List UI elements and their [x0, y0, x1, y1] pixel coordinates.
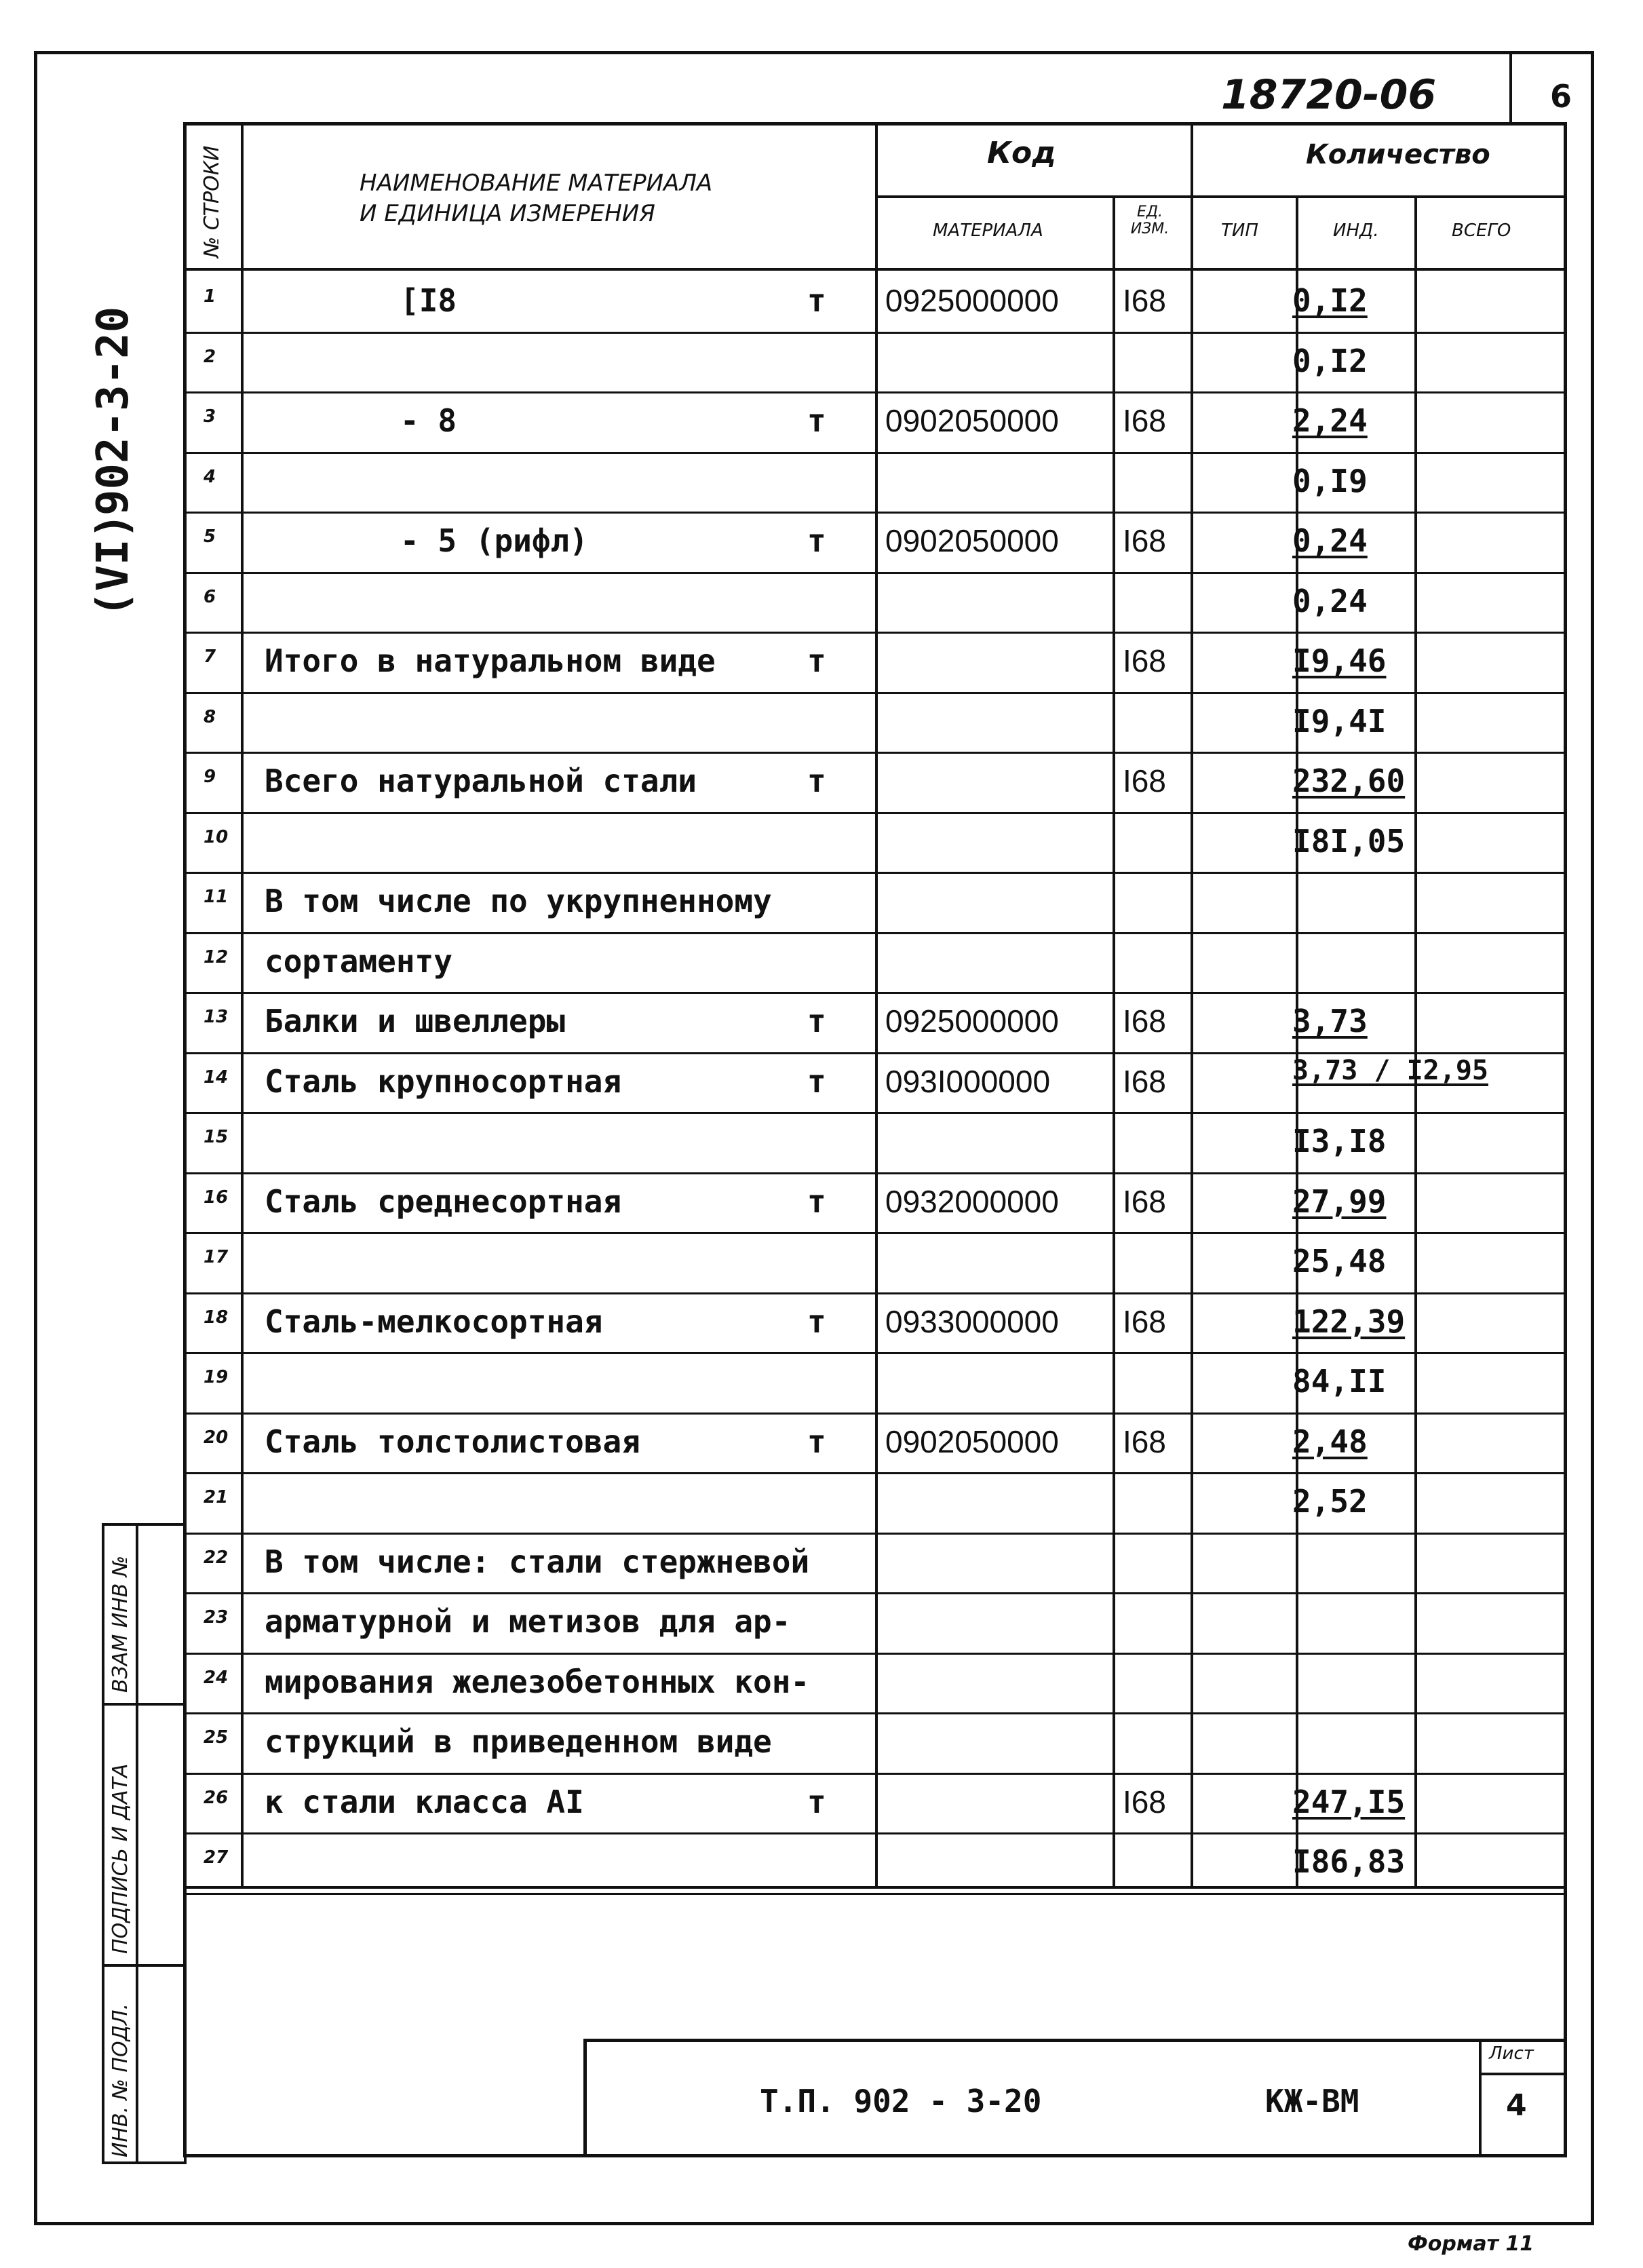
header-name-line2: И ЕДИНИЦА ИЗМЕРЕНИЯ: [360, 200, 655, 227]
row-divider: [183, 1592, 1567, 1594]
row-divider: [183, 1773, 1567, 1775]
header-qty-ind: ИНД.: [1333, 220, 1379, 241]
row-qty-ind: 232,60: [1292, 763, 1406, 799]
row-unit: т: [807, 282, 826, 319]
title-sheet-label: Лист: [1489, 2043, 1534, 2064]
row-number: 4: [204, 466, 216, 487]
header-name-line1: НАИМЕНОВАНИЕ МАТЕРИАЛА: [360, 170, 713, 197]
row-number: 12: [204, 946, 229, 967]
row-unit: т: [807, 402, 826, 439]
row-name: струкций в приведенном виде: [265, 1723, 772, 1760]
row-number: 5: [204, 526, 216, 547]
header-code-group: Код: [987, 136, 1056, 170]
row-divider: [183, 452, 1567, 454]
row-divider: [183, 812, 1567, 814]
row-qty-ind: 25,48: [1292, 1243, 1387, 1280]
row-unit: т: [807, 522, 826, 559]
top-sheet-number: 6: [1550, 78, 1572, 115]
row-name: Балки и швеллеры: [265, 1003, 566, 1039]
row-divider: [183, 1893, 1567, 1895]
header-qty-group: Количество: [1306, 139, 1490, 170]
row-unit-code: I68: [1123, 1303, 1166, 1339]
row-code: 093I000000: [885, 1063, 1051, 1099]
row-number: 10: [204, 826, 229, 847]
row-divider: [183, 1832, 1567, 1834]
row-number: 26: [204, 1787, 229, 1808]
project-code: 902-3-20: [88, 306, 138, 516]
row-unit: т: [807, 1783, 826, 1820]
row-unit-code: I68: [1123, 643, 1166, 678]
title-designation: Т.П. 902 - 3-20: [760, 2083, 1042, 2119]
row-qty-ind: I9,4I: [1292, 702, 1387, 739]
row-name: - 5 (рифл): [400, 522, 588, 559]
stamp-line-2: [102, 1964, 187, 1967]
row-name: Сталь толстолистовая: [265, 1423, 640, 1460]
row-unit-code: I68: [1123, 283, 1166, 318]
row-divider: [183, 1232, 1567, 1234]
top-corner-divider: [1509, 51, 1512, 126]
row-qty-ind: 0,I2: [1292, 282, 1368, 319]
row-unit-code: I68: [1123, 763, 1166, 799]
doc-code: 18720-06: [1221, 71, 1437, 119]
row-number: 25: [204, 1727, 229, 1748]
col-ind: [1296, 195, 1298, 1886]
stamp-line-1: [102, 1703, 187, 1706]
row-unit: т: [807, 1183, 826, 1220]
col-ed: [1113, 195, 1115, 1886]
row-number: 1: [204, 286, 216, 307]
row-qty-ind: 84,II: [1292, 1363, 1387, 1400]
header-row-no: № СТРОКИ: [200, 145, 224, 258]
stamp-label-2: ПОДПИСЬ И ДАТА: [109, 1763, 132, 1954]
row-name: Сталь среднесортная: [265, 1183, 622, 1220]
row-name: арматурной и метизов для ар-: [265, 1603, 791, 1640]
row-divider: [183, 1112, 1567, 1114]
row-name: Сталь-мелкосортная: [265, 1303, 603, 1340]
row-divider: [183, 512, 1567, 514]
col-total: [1414, 195, 1417, 1886]
row-divider: [183, 391, 1567, 393]
row-divider: [183, 632, 1567, 634]
row-unit: т: [807, 1003, 826, 1039]
row-divider: [183, 1533, 1567, 1535]
row-qty-ind: 0,I9: [1292, 462, 1368, 499]
row-unit-code: I68: [1123, 1183, 1166, 1219]
row-code: 0902050000: [885, 523, 1059, 558]
row-number: 23: [204, 1607, 229, 1628]
row-divider: [183, 1172, 1567, 1174]
row-qty-ind: 2,48: [1292, 1423, 1368, 1460]
row-name: В том числе: стали стержневой: [265, 1543, 810, 1580]
row-number: 3: [204, 406, 216, 427]
title-block-sheet-divider: [1479, 2039, 1482, 2157]
row-name: к стали класса AI: [265, 1783, 584, 1820]
row-unit-code: I68: [1123, 1063, 1166, 1099]
row-unit: т: [807, 763, 826, 799]
row-unit: т: [807, 1303, 826, 1340]
row-unit-code: I68: [1123, 1003, 1166, 1039]
row-code: 0902050000: [885, 403, 1059, 438]
row-divider: [183, 752, 1567, 754]
row-number: 2: [204, 346, 216, 367]
row-code: 0933000000: [885, 1303, 1059, 1339]
volume-vertical: [88, 513, 138, 617]
row-qty-ind: 0,I2: [1292, 342, 1368, 379]
header-code-unit: ЕД. ИЗМ.: [1130, 204, 1170, 237]
row-number: 20: [204, 1427, 229, 1448]
row-divider: [183, 932, 1567, 934]
row-code: 0932000000: [885, 1183, 1059, 1219]
title-mark: КЖ-ВМ: [1265, 2083, 1359, 2119]
row-number: 27: [204, 1847, 229, 1868]
row-qty-ind: 3,73 / I2,95: [1292, 1054, 1488, 1086]
row-qty-ind: I8I,05: [1292, 822, 1406, 860]
row-divider: [183, 1472, 1567, 1474]
row-qty-ind: I9,46: [1292, 642, 1387, 679]
row-qty-ind: 0,24: [1292, 582, 1368, 619]
title-block: [583, 2039, 1567, 2157]
col-name: [875, 122, 878, 1886]
row-divider: [183, 1412, 1567, 1415]
row-unit-code: I68: [1123, 1784, 1166, 1820]
row-number: 16: [204, 1187, 229, 1208]
stamp-label-1: ВЗАМ ИНВ №: [109, 1555, 132, 1693]
volume-label: (VI): [88, 512, 138, 617]
row-number: 21: [204, 1487, 229, 1507]
row-number: 24: [204, 1667, 229, 1688]
row-name: Сталь крупносортная: [265, 1062, 622, 1100]
row-unit: т: [807, 1423, 826, 1460]
row-qty-ind: 247,I5: [1292, 1783, 1406, 1820]
stamp-label-3: ИНВ. № ПОДЛ.: [109, 2003, 132, 2157]
row-number: 19: [204, 1367, 229, 1387]
row-divider: [183, 1292, 1567, 1294]
row-name: В том числе по укрупненному: [265, 883, 772, 919]
row-unit-code: I68: [1123, 403, 1166, 438]
row-number: 14: [204, 1066, 229, 1088]
row-number: 13: [204, 1007, 229, 1027]
header-mid-line: [875, 195, 1567, 198]
row-divider: [183, 1052, 1567, 1054]
header-qty-type: ТИП: [1221, 220, 1258, 241]
row-divider: [183, 692, 1567, 694]
row-name: мирования железобетонных кон-: [265, 1663, 810, 1700]
row-divider: [183, 1352, 1567, 1354]
row-code: 0925000000: [885, 1003, 1059, 1039]
row-code: 0902050000: [885, 1423, 1059, 1459]
header-qty-total: ВСЕГО: [1452, 220, 1511, 241]
row-qty-ind: I86,83: [1292, 1843, 1406, 1880]
row-number: 22: [204, 1547, 229, 1568]
row-qty-ind: 3,73: [1292, 1003, 1368, 1039]
row-qty-ind: 0,24: [1292, 522, 1368, 559]
row-name: Всего натуральной стали: [265, 763, 697, 799]
row-qty-ind: 27,99: [1292, 1183, 1387, 1220]
row-name: [I8: [400, 282, 457, 319]
row-qty-ind: 2,24: [1292, 402, 1368, 439]
title-block-sheet-line: [1479, 2073, 1567, 2075]
header-code-material: МАТЕРИАЛА: [933, 220, 1043, 241]
row-unit-code: I68: [1123, 523, 1166, 558]
row-number: 11: [204, 887, 229, 907]
row-name: сортаменту: [265, 942, 452, 980]
title-sheet-value: 4: [1506, 2088, 1527, 2123]
row-qty-ind: 122,39: [1292, 1303, 1406, 1340]
row-number: 8: [204, 706, 216, 727]
project-code-vertical: [88, 307, 138, 516]
row-code: 0925000000: [885, 283, 1059, 318]
row-number: 7: [204, 647, 216, 667]
row-divider: [183, 992, 1567, 994]
stamp-divider: [136, 1523, 138, 2164]
row-divider: [183, 572, 1567, 574]
row-unit-code: I68: [1123, 1423, 1166, 1459]
row-divider: [183, 872, 1567, 874]
row-name: Итого в натуральном виде: [265, 642, 716, 679]
row-qty-ind: I3,I8: [1292, 1123, 1387, 1159]
row-number: 6: [204, 586, 216, 607]
row-divider: [183, 1712, 1567, 1714]
row-number: 15: [204, 1127, 229, 1147]
format-label: Формат 11: [1408, 2232, 1534, 2256]
col-rowno: [241, 122, 244, 1886]
row-unit: т: [807, 1062, 826, 1100]
table-body-bottom: [183, 1886, 1567, 1889]
row-qty-ind: 2,52: [1292, 1483, 1368, 1520]
col-type: [1191, 122, 1193, 1886]
row-name: - 8: [400, 402, 457, 439]
row-unit: т: [807, 642, 826, 679]
row-divider: [183, 332, 1567, 334]
row-divider: [183, 1653, 1567, 1655]
row-number: 9: [204, 767, 216, 787]
row-number: 18: [204, 1307, 229, 1328]
row-number: 17: [204, 1247, 229, 1267]
